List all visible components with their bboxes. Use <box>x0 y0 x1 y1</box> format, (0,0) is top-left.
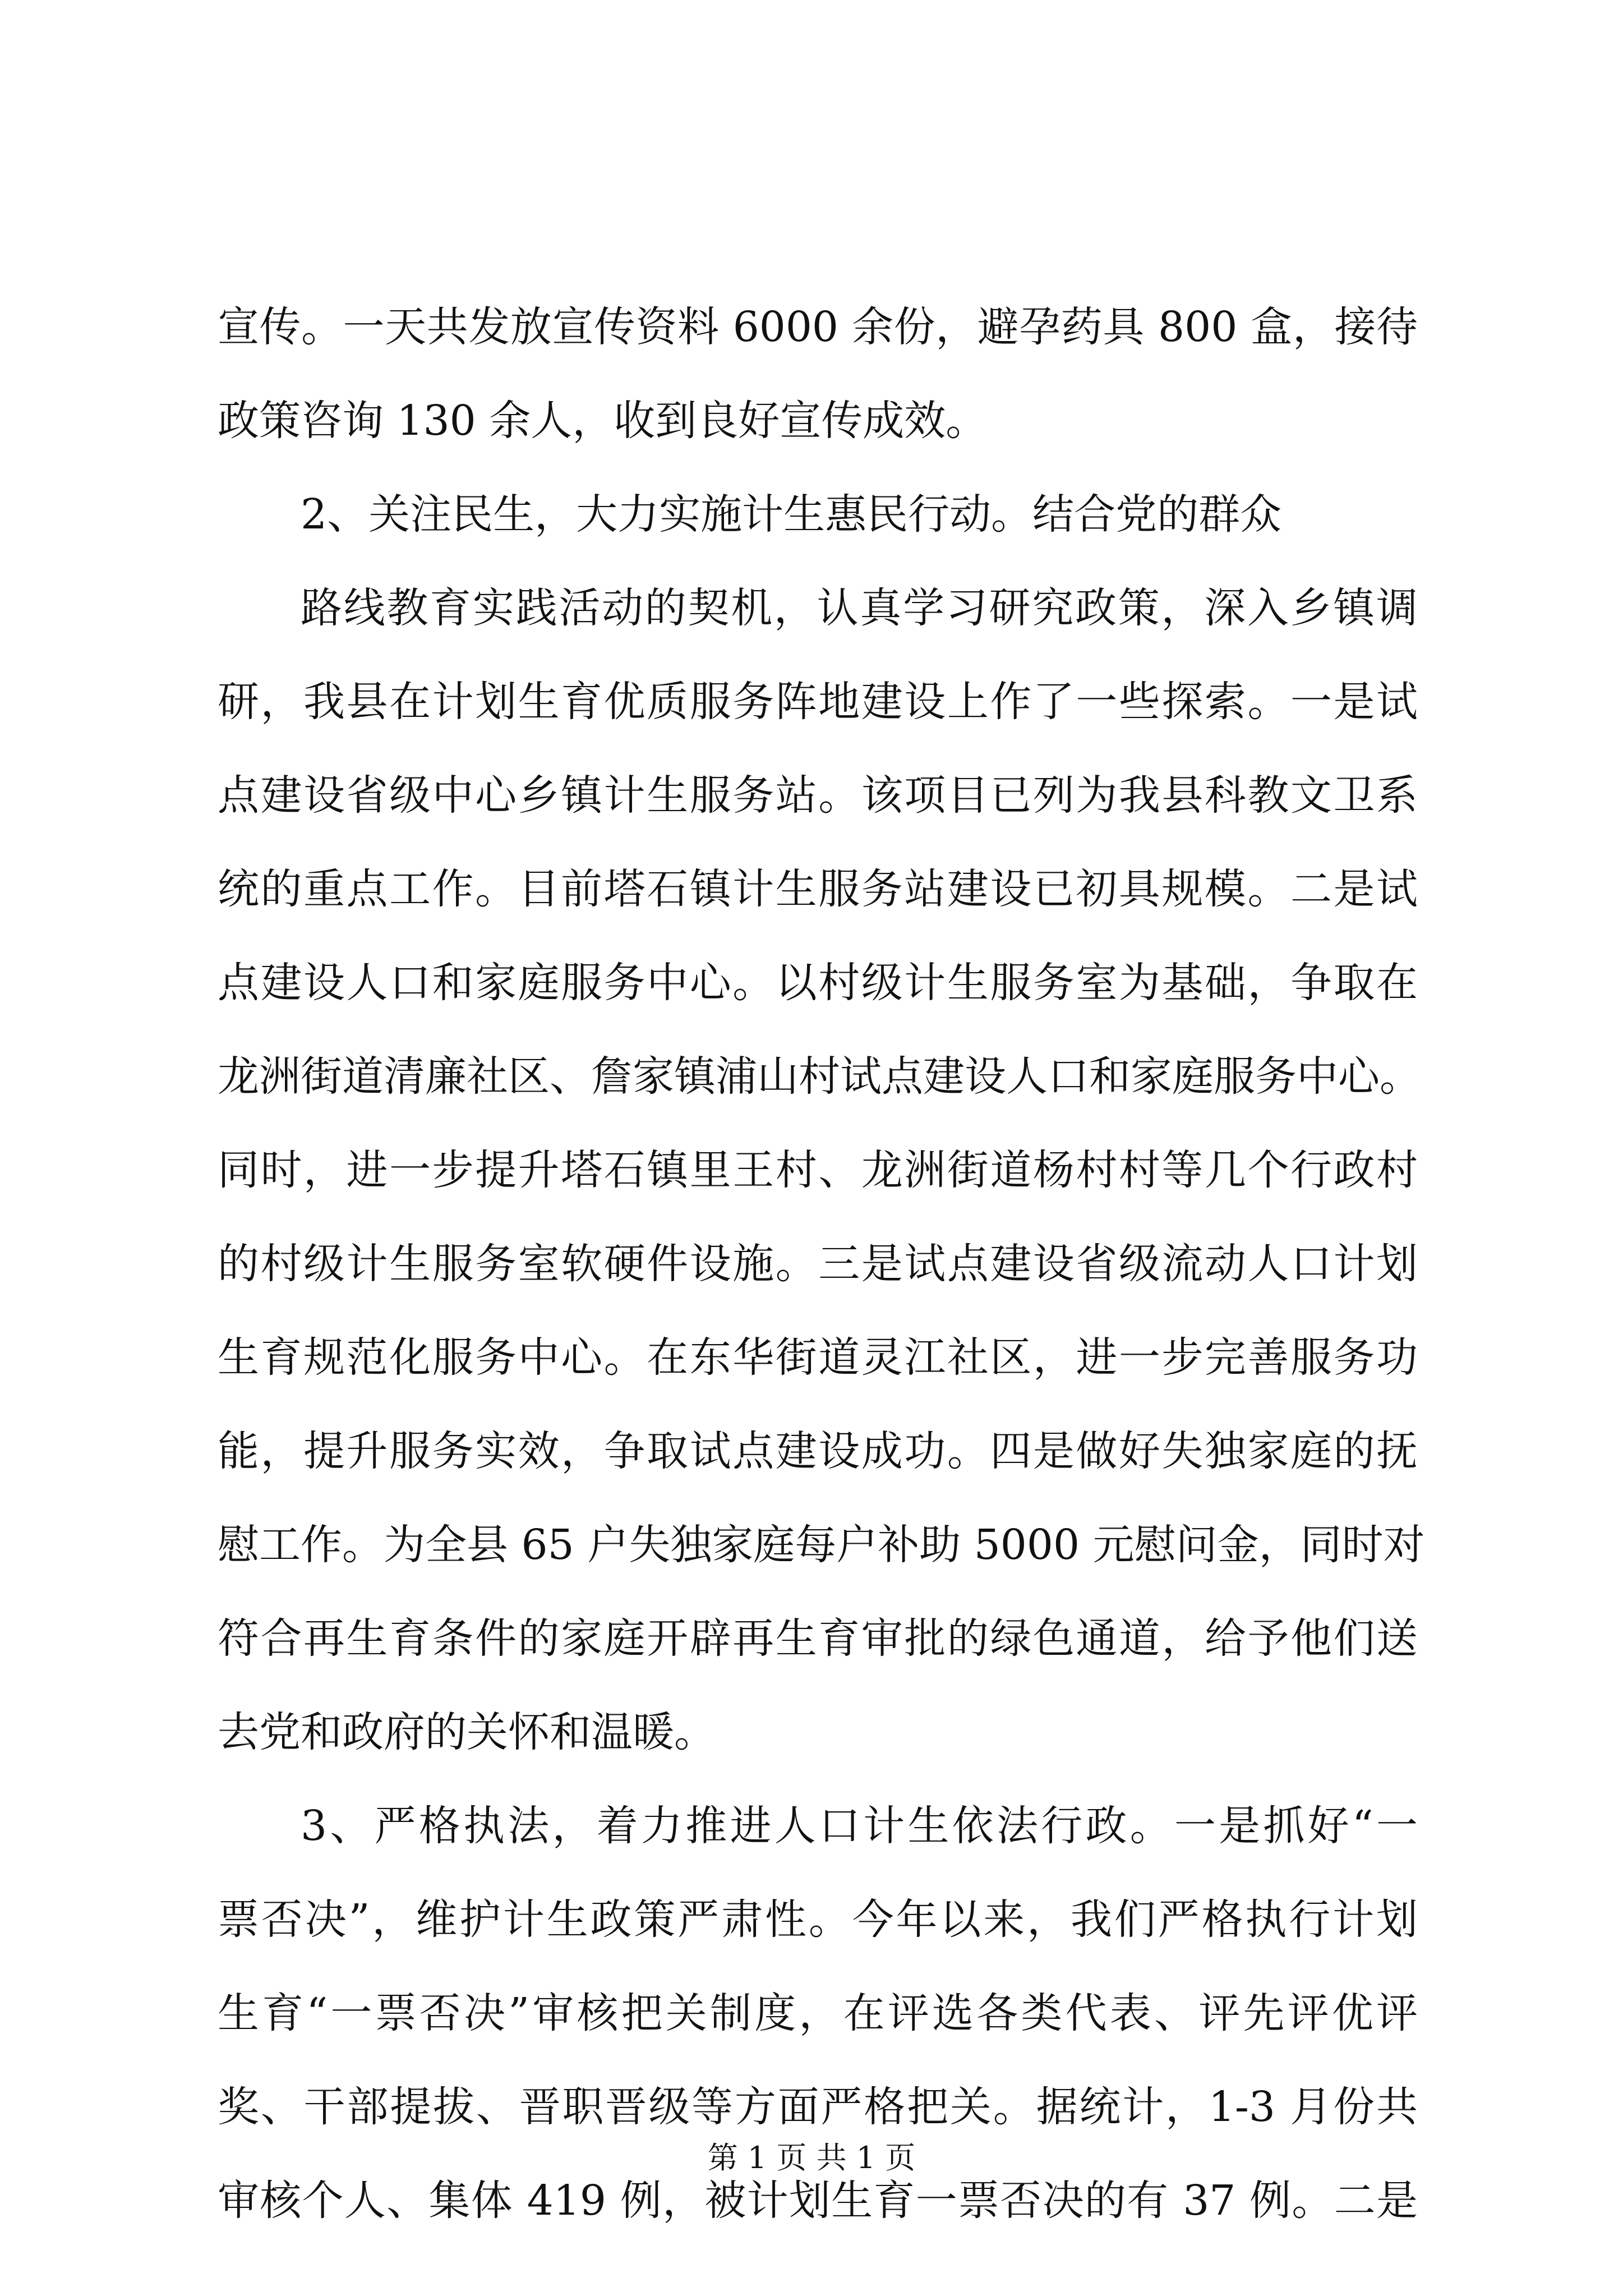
text-line: 龙洲街道清廉社区、詹家镇浦山村试点建设人口和家庭服务中心。 <box>218 1052 1421 1101</box>
text-line: 生育规范化服务中心。在东华街道灵江社区，进一步完善服务功 <box>218 1333 1418 1382</box>
text-line: 同时，进一步提升塔石镇里王村、龙洲街道杨村村等几个行政村 <box>218 1146 1418 1194</box>
text-line: 点建设人口和家庭服务中心。以村级计生服务室为基础，争取在 <box>218 959 1418 1007</box>
text-line: 政策咨询 130 余人，收到良好宣传成效。 <box>218 397 988 445</box>
text-line: 审核个人、集体 419 例，被计划生育一票否决的有 37 例。二是 <box>218 2177 1418 2225</box>
text-line: 奖、干部提拔、晋职晋级等方面严格把关。据统计，1-3 月份共 <box>218 2083 1418 2131</box>
text-line: 符合再生育条件的家庭开辟再生育审批的绿色通道，给予他们送 <box>218 1614 1418 1663</box>
text-line: 点建设省级中心乡镇计生服务站。该项目已列为我县科教文卫系 <box>218 771 1418 820</box>
text-line: 研，我县在计划生育优质服务阵地建设上作了一些探索。一是试 <box>218 678 1418 726</box>
text-line: 能，提升服务实效，争取试点建设成功。四是做好失独家庭的抚 <box>218 1427 1418 1475</box>
text-line: 路线教育实践活动的契机，认真学习研究政策，深入乡镇调 <box>301 584 1418 632</box>
document-body <box>218 280 1425 2248</box>
text-line: 宣传。一天共发放宣传资料 6000 余份，避孕药具 800 盒，接待 <box>218 303 1418 351</box>
page-footer: 第 1 页 共 1 页 <box>707 2140 916 2175</box>
text-line: 的村级计生服务室软硬件设施。三是试点建设省级流动人口计划 <box>218 1240 1418 1288</box>
text-line: 生育“一票否决”审核把关制度，在评选各类代表、评先评优评 <box>218 1989 1418 2037</box>
text-line: 去党和政府的关怀和温暖。 <box>218 1708 716 1756</box>
text-line: 慰工作。为全县 65 户失独家庭每户补助 5000 元慰问金，同时对 <box>218 1521 1425 1569</box>
text-line: 2、关注民生，大力实施计生惠民行动。结合党的群众 <box>301 490 1282 539</box>
text-line: 统的重点工作。目前塔石镇计生服务站建设已初具规模。二是试 <box>218 865 1418 913</box>
text-line: 票否决”，维护计生政策严肃性。今年以来，我们严格执行计划 <box>218 1895 1418 1944</box>
text-line: 3、严格执法，着力推进人口计生依法行政。一是抓好“一 <box>301 1802 1418 1850</box>
